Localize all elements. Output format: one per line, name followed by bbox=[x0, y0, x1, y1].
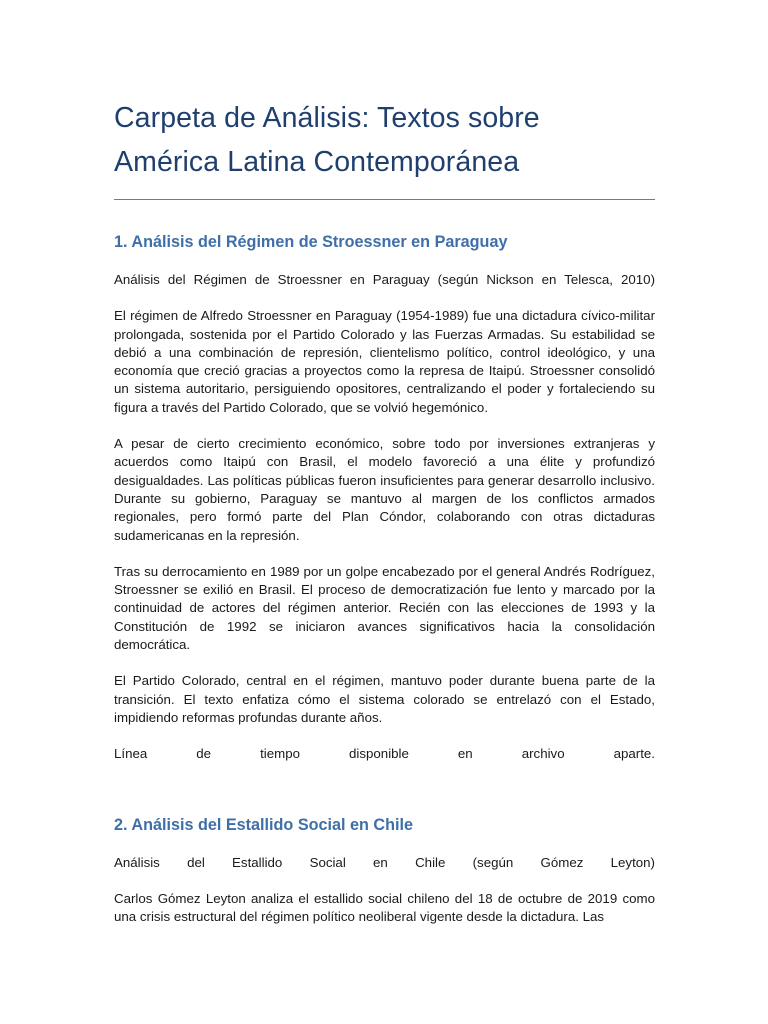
section-2-intro: Análisis del Estallido Social en Chile (según Gómez Leyton) bbox=[114, 854, 655, 870]
section-1-intro: Análisis del Régimen de Stroessner en Paraguay (según Nickson en Telesca, 2010) bbox=[114, 272, 655, 287]
document-title-line-1: Carpeta de Análisis: Textos sobre bbox=[114, 102, 540, 134]
section-2-heading: 2. Análisis del Estallido Social en Chile bbox=[114, 815, 413, 834]
section-1-paragraph-1: El régimen de Alfredo Stroessner en Paraguay (1954-1989) fue una dictadura cívico-militar prolongada, sostenida por el Partido Colorado y las Fuerzas Armadas. Su estabilidad se debió a una combinación de represión, clientelismo político, control ideológico, y una economía que creció gracias a proyectos como la represa de Itaipú. Stroessner consolidó un sistema autoritario, persiguiendo opositores, centralizando el poder y fortaleciendo su figura a través del Partido Colorado, que se volvió hegemónico. bbox=[114, 308, 655, 415]
document-title-line-2: América Latina Contemporánea bbox=[114, 146, 520, 178]
title-divider bbox=[114, 199, 655, 200]
section-1-paragraph-4: El Partido Colorado, central en el régimen, mantuvo poder durante buena parte de la transición. El texto enfatiza cómo el sistema colorado se entrelazó con el Estado, impidiendo reformas profundas durante años. bbox=[114, 673, 655, 725]
section-2-paragraph-1: Carlos Gómez Leyton analiza el estallido social chileno del 18 de octubre de 2019 como una crisis estructural del régimen político neoliberal vigente desde la dictadura. Las bbox=[114, 890, 655, 925]
document-title bbox=[114, 96, 655, 184]
section-1-paragraph-2: A pesar de cierto crecimiento económico, sobre todo por inversiones extranjeras y acuerdos como Itaipú con Brasil, el modelo favoreció a una élite y profundizó desigualdades. Las políticas públicas fueron insuficientes para generar desarrollo inclusivo. Durante su gobierno, Paraguay se mantuvo al margen de los conflictos armados regionales, pero formó parte del Plan Cóndor, colaborando con otras dictaduras sudamericanas en la represión. bbox=[114, 436, 655, 543]
section-1-paragraph-5: Línea de tiempo disponible en archivo aparte. bbox=[114, 746, 655, 762]
section-1-paragraph-3: Tras su derrocamiento en 1989 por un golpe encabezado por el general Andrés Rodríguez, Stroessner se exilió en Brasil. El proceso de democratización fue lento y marcado por la continuidad de actores del régimen anterior. Recién con las elecciones de 1993 y la Constitución de 1992 se iniciaron avances significativos hacia la consolidación democrática. bbox=[114, 563, 655, 653]
document-page bbox=[114, 96, 655, 926]
section-1-heading: 1. Análisis del Régimen de Stroessner en Paraguay bbox=[114, 233, 508, 251]
